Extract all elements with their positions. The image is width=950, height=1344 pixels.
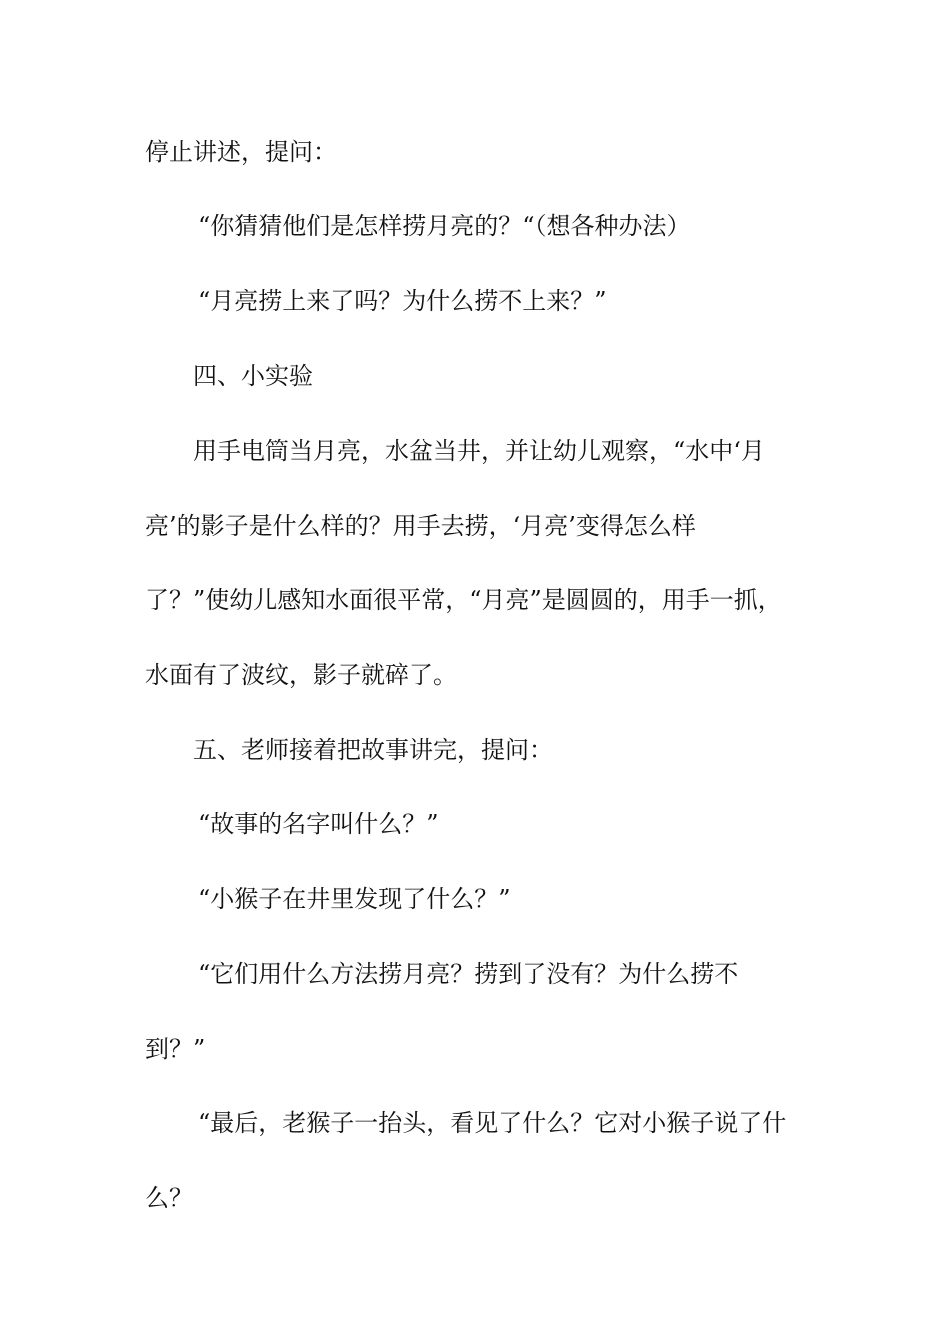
text-line-14: “最后，老猴子一抬头，看见了什么？它对小猴子说了什 — [198, 1109, 787, 1137]
text-line-13: 到？” — [145, 1035, 206, 1063]
text-line-6: 亮’的影子是什么样的？用手去捞，‘月亮’变得怎么样 — [145, 512, 696, 540]
text-line-10: “故事的名字叫什么？” — [198, 810, 439, 838]
section-heading-story-end: 五、老师接着把故事讲完，提问： — [193, 736, 553, 764]
text-line-2: “你猜猜他们是怎样捞月亮的？“（想各种办法） — [198, 212, 691, 240]
text-line-5: 用手电筒当月亮，水盆当井，并让幼儿观察，“水中‘月 — [193, 437, 765, 465]
text-line-15: 么？ — [145, 1184, 193, 1212]
section-heading-experiment: 四、小实验 — [193, 362, 313, 390]
text-line-7: 了？”使幼儿感知水面很平常，“月亮”是圆圆的，用手一抓， — [145, 586, 782, 614]
text-line-3: “月亮捞上来了吗？为什么捞不上来？” — [198, 287, 607, 315]
text-line-11: “小猴子在井里发现了什么？” — [198, 885, 511, 913]
text-line-8: 水面有了波纹，影子就碎了。 — [145, 661, 457, 689]
text-line-1: 停止讲述，提问： — [145, 138, 337, 166]
text-line-12: “它们用什么方法捞月亮？捞到了没有？为什么捞不 — [198, 960, 739, 988]
